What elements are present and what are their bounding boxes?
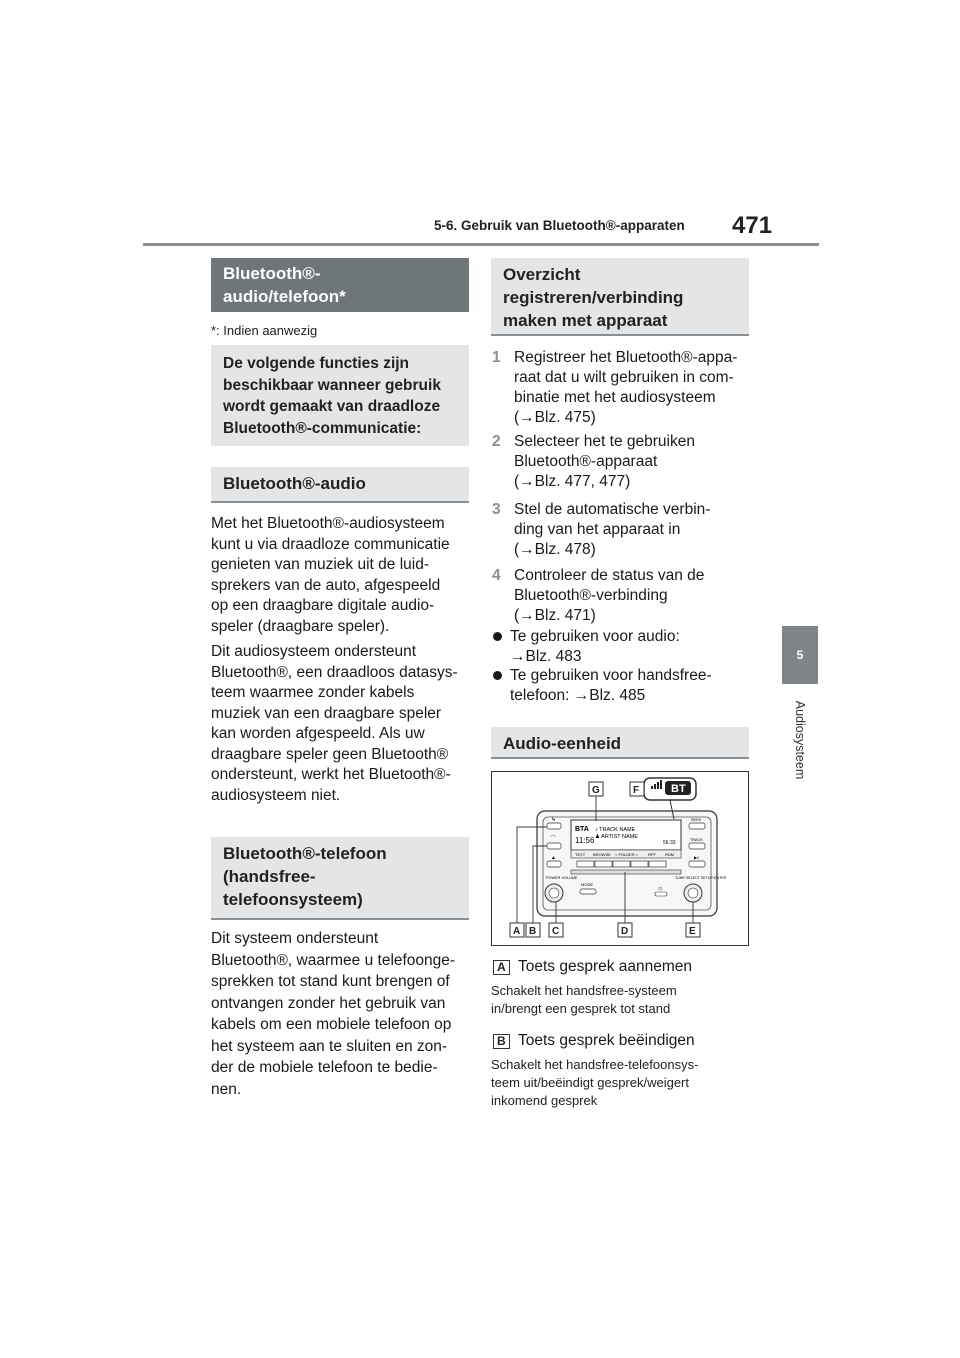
footnote: *: Indien aanwezig	[211, 323, 318, 338]
eject-button	[547, 861, 561, 867]
item-b-description: Schakelt het handsfree-telefoonsys- teem uit/beëindigt gesprek/weigert inkomend gesprek	[491, 1057, 699, 1108]
subheading-bt-audio: Bluetooth®-audio	[211, 467, 469, 503]
item-b-title: Toets gesprek beëindigen	[517, 1032, 695, 1049]
svg-text:F: F	[633, 785, 640, 796]
svg-text:⌒: ⌒	[550, 837, 557, 843]
svg-text:E: E	[689, 926, 696, 937]
svg-text:G: G	[592, 785, 600, 796]
chapter-label: Audiosysteem	[793, 700, 807, 780]
bt-icon: BT	[671, 783, 686, 795]
soft-button-text: TEXT	[575, 852, 586, 857]
svg-text:B: B	[529, 926, 537, 937]
subheading-audio-unit: Audio-eenheid	[491, 727, 749, 759]
item-a-title: Toets gesprek aannemen	[517, 958, 693, 975]
svg-text:↳: ↳	[551, 817, 557, 823]
track-button	[689, 843, 705, 849]
svg-text:▲: ▲	[551, 855, 556, 861]
play-pause-button	[689, 861, 705, 867]
hang-up-button	[547, 843, 561, 849]
section-title: 5-6. Gebruik van Bluetooth®-apparaten	[434, 218, 685, 233]
seek-button	[689, 823, 705, 829]
item-b-tag: B	[493, 1034, 510, 1049]
brightness-icon: ☼	[657, 885, 664, 892]
track-label: TRACK	[690, 838, 703, 842]
item-a-description: Schakelt het handsfree-systeem in/brengt een gesprek tot stand	[491, 983, 677, 1016]
soft-button-browse: BROWSE	[593, 852, 611, 857]
item-b	[493, 1031, 753, 1052]
soft-button-rpt: RPT	[648, 852, 656, 857]
chapter-tab[interactable]: 5	[782, 626, 818, 684]
display-band: BTA	[575, 826, 589, 833]
audio-unit-diagram	[491, 771, 749, 946]
svg-text:A: A	[513, 926, 521, 937]
info-box: De volgende functies zijn beschikbaar wanneer gebruik wordt gemaakt van draadloze Bluetooth®-communicatie:	[211, 345, 469, 446]
pick-up-button	[547, 823, 561, 829]
svg-text:C: C	[552, 926, 560, 937]
header-rule	[143, 243, 819, 246]
display-artist: ♟ ARTIST NAME	[595, 834, 638, 840]
subheading-overview: Overzicht registreren/verbinding maken met apparaat	[491, 258, 749, 336]
mode-button	[580, 889, 596, 894]
power-volume-label: POWER VOLUME	[546, 876, 578, 880]
audio-description: Met het Bluetooth®-audiosysteem kunt u via draadloze communicatie genieten van muziek uit de luid- sprekers van de auto, afgespeeld op een draagbare digitale audio- speler (draagbare speler). Dit audiosysteem ondersteunt Bluetooth®, een draadloos datasys- teem waarmee zonder kabels muziek van een draagbare speler kan worden afgespeeld. Als uw draagbare speler geen Bluetooth® ondersteunt, werkt het Bluetooth®- audiosysteem niet.	[211, 515, 458, 804]
seek-label: SEEK	[691, 818, 702, 822]
tune-select-label: TUNE·SELECT SETUP·ENTER	[675, 876, 727, 880]
item-a	[493, 957, 753, 978]
display-track: ♪ TRACK NAME	[595, 827, 636, 833]
soft-button-rdm: RDM	[665, 852, 675, 857]
phone-description: Dit systeem ondersteunt Bluetooth®, waarmee u telefoonge- sprekken tot stand kunt brengen of ontvangen zonder het gebruik van kabels om een mobiele telefoon op het systeem aan te sluiten en zon- der de mobiele telefoon te bedie- nen.	[211, 930, 456, 1098]
svg-text:▶‖: ▶‖	[694, 855, 699, 860]
mode-label: MODE	[581, 882, 593, 887]
svg-text:D: D	[621, 926, 629, 937]
display-elapsed: 56:33	[663, 840, 676, 846]
section-heading-bt-audio-phone: Bluetooth®- audio/telefoon*	[211, 258, 469, 312]
preset-buttons	[577, 861, 666, 867]
subheading-bt-phone: Bluetooth®-telefoon (handsfree- telefoonsysteem)	[211, 837, 469, 920]
page-number: 471	[732, 212, 773, 239]
item-a-tag: A	[493, 960, 510, 975]
soft-button-folder: < FOLDER >	[615, 852, 639, 857]
display-time: 11:56	[575, 836, 595, 845]
cd-slot	[571, 870, 681, 874]
